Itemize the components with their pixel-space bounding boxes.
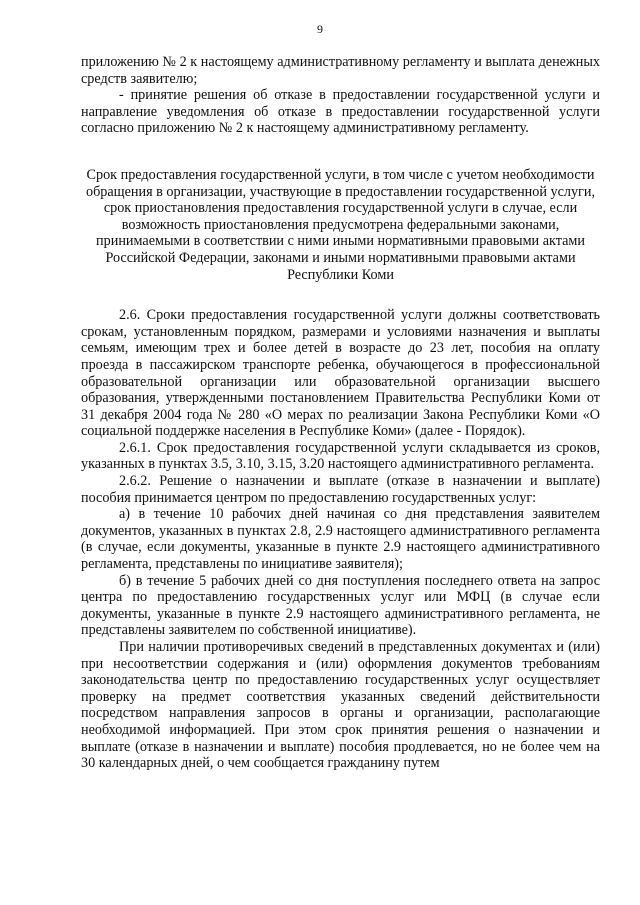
page-number: 9 [317, 22, 323, 36]
paragraph-item-a: а) в течение 10 рабочих дней начиная со дня представления заявителем документов, указанных в пунктах 2.8, 2.9 настоящего административного регламента (в случае, если документы, указанные в пункте 2.9 настоящего административного регламента, представлены по инициативе заявителя); [81, 506, 600, 573]
paragraph-continuation: приложению № 2 к настоящему административному регламенту и выплата денежных средств заявителю; [81, 54, 600, 87]
paragraph-2-6: 2.6. Сроки предоставления государственной услуги должны соответствовать срокам, установленным порядком, размерами и условиями назначения и выплаты семьям, имеющим трех и более детей в возрасте до 23 лет, пособия на оплату проезда в пассажирском транспорте ребенка, обучающегося в профессиональной образовательной организации или образовательной организации высшего образования, утвержденными постановлением Правительства Республики Коми от 31 декабря 2004 года № 280 «О мерах по реализации Закона Республики Коми «О социальной поддержке населения в Республике Коми» (далее - Порядок). [81, 307, 600, 440]
section-heading: Срок предоставления государственной услуги, в том числе с учетом необходимости обращения в организации, участвующие в предоставлении государственной услуги, срок приостановления предоставления государственной услуги в случае, если возможность приостановления предусмотрена федеральными законами, принимаемыми в соответствии с ними иными нормативными правовыми актами Российской Федерации, законами и иными нормативными правовыми актами Республики Коми [85, 166, 596, 283]
document-body [81, 54, 600, 772]
paragraph-item-b: б) в течение 5 рабочих дней со дня поступления последнего ответа на запрос центра по предоставлению государственных услуг или МФЦ (в случае если документы, указанные в пункте 2.9 настоящего административного регламента, не представлены заявителем по собственной инициативе). [81, 572, 600, 639]
paragraph-refusal-decision: - принятие решения об отказе в предоставлении государственной услуги и направление уведомления об отказе в предоставлении государственной услуги согласно приложению № 2 к настоящему административному регламенту. [81, 87, 600, 137]
paragraph-2-6-1: 2.6.1. Срок предоставления государственной услуги складывается из сроков, указанных в пунктах 3.5, 3.10, 3.15, 3.20 настоящего административного регламента. [81, 439, 600, 473]
paragraph-2-6-2: 2.6.2. Решение о назначении и выплате (отказе в назначении и выплате) пособия принимается центром по предоставлению государственных услуг: [81, 473, 600, 506]
paragraph-contradictory-info: При наличии противоречивых сведений в представленных документах и (или) при несоответствии содержания и (или) оформления документов требованиям законодательства центр по предоставлению государственных услуг осуществляет проверку на предмет соответствия указанных сведений действительности посредством направления запросов в органы и организации, располагающие необходимой информацией. При этом срок принятия решения о назначении и выплате (отказе в назначении и выплате) пособия продлевается, но не более чем на 30 календарных дней, о чем сообщается гражданину путем [81, 639, 600, 772]
